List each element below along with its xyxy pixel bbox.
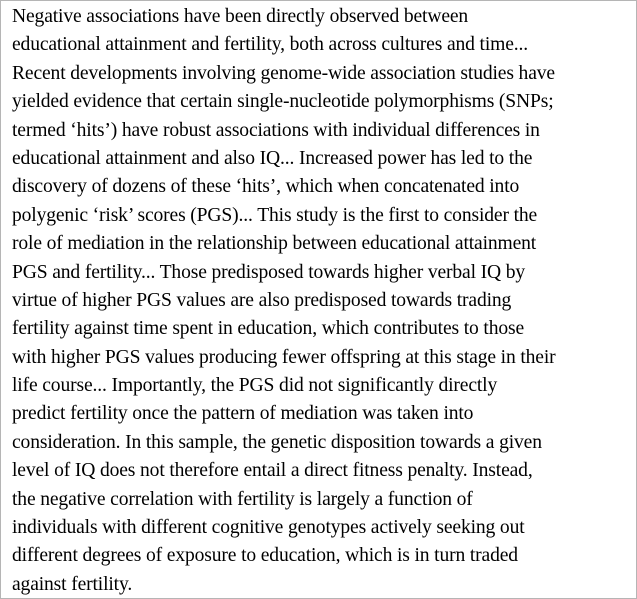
text-line: individuals with different cognitive genotypes actively seeking out xyxy=(12,517,525,539)
text-line: predict fertility once the pattern of mediation was taken into xyxy=(12,403,474,425)
text-line: different degrees of exposure to education, which is in turn traded xyxy=(12,545,518,567)
text-line: life course... Importantly, the PGS did not significantly directly xyxy=(12,375,498,397)
text-line: Negative associations have been directly observed between xyxy=(12,6,469,27)
text-line: educational attainment and also IQ... Increased power has led to the xyxy=(12,147,533,169)
text-line: discovery of dozens of these ‘hits’, which when concatenated into xyxy=(12,176,520,198)
text-line: with higher PGS values producing fewer offspring at this stage in their xyxy=(12,346,556,368)
text-line: termed ‘hits’) have robust associations with individual differences in xyxy=(12,119,540,141)
text-line: role of mediation in the relationship between educational attainment xyxy=(12,233,537,255)
text-line: level of IQ does not therefore entail a direct fitness penalty. Instead, xyxy=(12,460,533,482)
text-line: consideration. In this sample, the genetic disposition towards a given xyxy=(12,431,542,453)
text-line: virtue of higher PGS values are also predisposed towards trading xyxy=(12,289,512,311)
text-line: yielded evidence that certain single-nucleotide polymorphisms (SNPs; xyxy=(12,91,554,113)
text-line: Recent developments involving genome-wide association studies have xyxy=(12,62,555,84)
text-line: educational attainment and fertility, both across cultures and time... xyxy=(12,34,529,56)
quoted-passage xyxy=(12,3,556,599)
text-line: against fertility. xyxy=(12,573,133,595)
text-line: PGS and fertility... Those predisposed towards higher verbal IQ by xyxy=(12,261,526,283)
text-line: polygenic ‘risk’ scores (PGS)... This study is the first to consider the xyxy=(12,204,538,226)
text-line: the negative correlation with fertility is largely a function of xyxy=(12,488,473,510)
text-line: fertility against time spent in education, which contributes to those xyxy=(12,318,525,340)
